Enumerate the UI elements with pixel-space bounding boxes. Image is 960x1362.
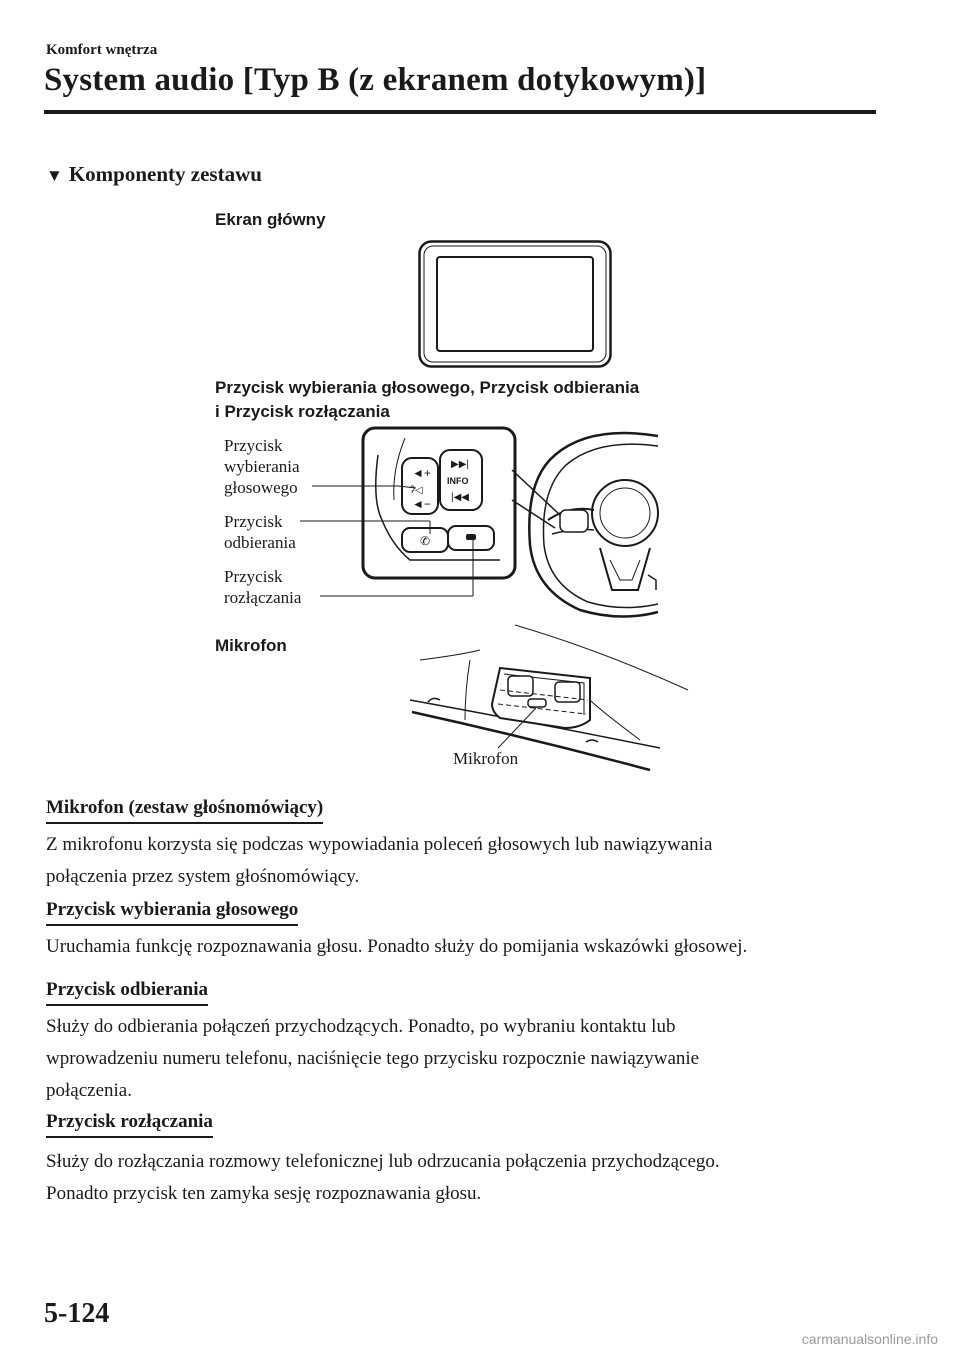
- page-number: 5-124: [44, 1298, 110, 1329]
- svg-text:◄−: ◄−: [412, 497, 431, 511]
- callout-pickup-line: odbierania: [224, 533, 296, 552]
- microphone-caption: Mikrofon: [215, 636, 287, 655]
- watermark: carmanualsonline.info: [801, 1331, 938, 1347]
- triangle-bullet-icon: ▼: [46, 166, 63, 185]
- running-head: Komfort wnętrza: [46, 42, 158, 58]
- callout-voice-line: wybierania: [224, 457, 300, 476]
- callout-pickup-line: Przycisk: [224, 512, 283, 531]
- para-line: Z mikrofonu korzysta się podczas wypowiadania poleceń głosowych lub nawiązywania: [46, 834, 713, 855]
- svg-text:ʔ◁: ʔ◁: [410, 485, 423, 496]
- callout-voice-line: głosowego: [224, 478, 298, 497]
- term-microphone: Mikrofon (zestaw głośnomówiący): [46, 797, 323, 824]
- callout-hangup-line: rozłączania: [224, 588, 302, 607]
- term-voice-button: Przycisk wybierania głosowego: [46, 899, 298, 926]
- callout-voice-line: Przycisk: [224, 436, 283, 455]
- para-microphone: [46, 829, 896, 893]
- para-hangup-button: [46, 1146, 896, 1210]
- page-title: System audio [Typ B (z ekranem dotykowym)]: [44, 62, 707, 98]
- info-button-label: INFO: [447, 476, 469, 486]
- svg-text:✆: ✆: [420, 534, 431, 548]
- microphone-callout: Mikrofon: [453, 749, 519, 768]
- svg-text:|◀◀: |◀◀: [451, 492, 469, 503]
- svg-text:◄+: ◄+: [412, 466, 431, 480]
- para-line: połączenia.: [46, 1080, 132, 1101]
- para-line: Uruchamia funkcję rozpoznawania głosu. Ponadto służy do pomijania wskazówki głosowej.: [46, 936, 748, 957]
- buttons-caption-line2: i Przycisk rozłączania: [215, 402, 390, 421]
- main-screen-caption: Ekran główny: [215, 210, 326, 229]
- para-line: Służy do odbierania połączeń przychodzących. Ponadto, po wybraniu kontaktu lub: [46, 1016, 676, 1037]
- para-line: Ponadto przycisk ten zamyka sesję rozpoznawania głosu.: [46, 1183, 482, 1204]
- term-pickup-button: Przycisk odbierania: [46, 979, 208, 1006]
- callout-hangup-line: Przycisk: [224, 567, 283, 586]
- svg-text:▶▶|: ▶▶|: [451, 459, 469, 470]
- para-line: Służy do rozłączania rozmowy telefonicznej lub odrzucania połączenia przychodzącego.: [46, 1151, 720, 1172]
- section-heading-text: Komponenty zestawu: [68, 162, 262, 186]
- term-hangup-button: Przycisk rozłączania: [46, 1111, 213, 1138]
- para-pickup-button: [46, 1011, 896, 1107]
- buttons-caption-line1: Przycisk wybierania głosowego, Przycisk odbierania: [215, 378, 640, 397]
- para-voice-button: [46, 931, 896, 963]
- para-line: wprowadzeniu numeru telefonu, naciśnięcie tego przycisku rozpocznie nawiązywanie: [46, 1048, 700, 1069]
- para-line: połączenia przez system głośnomówiący.: [46, 866, 360, 887]
